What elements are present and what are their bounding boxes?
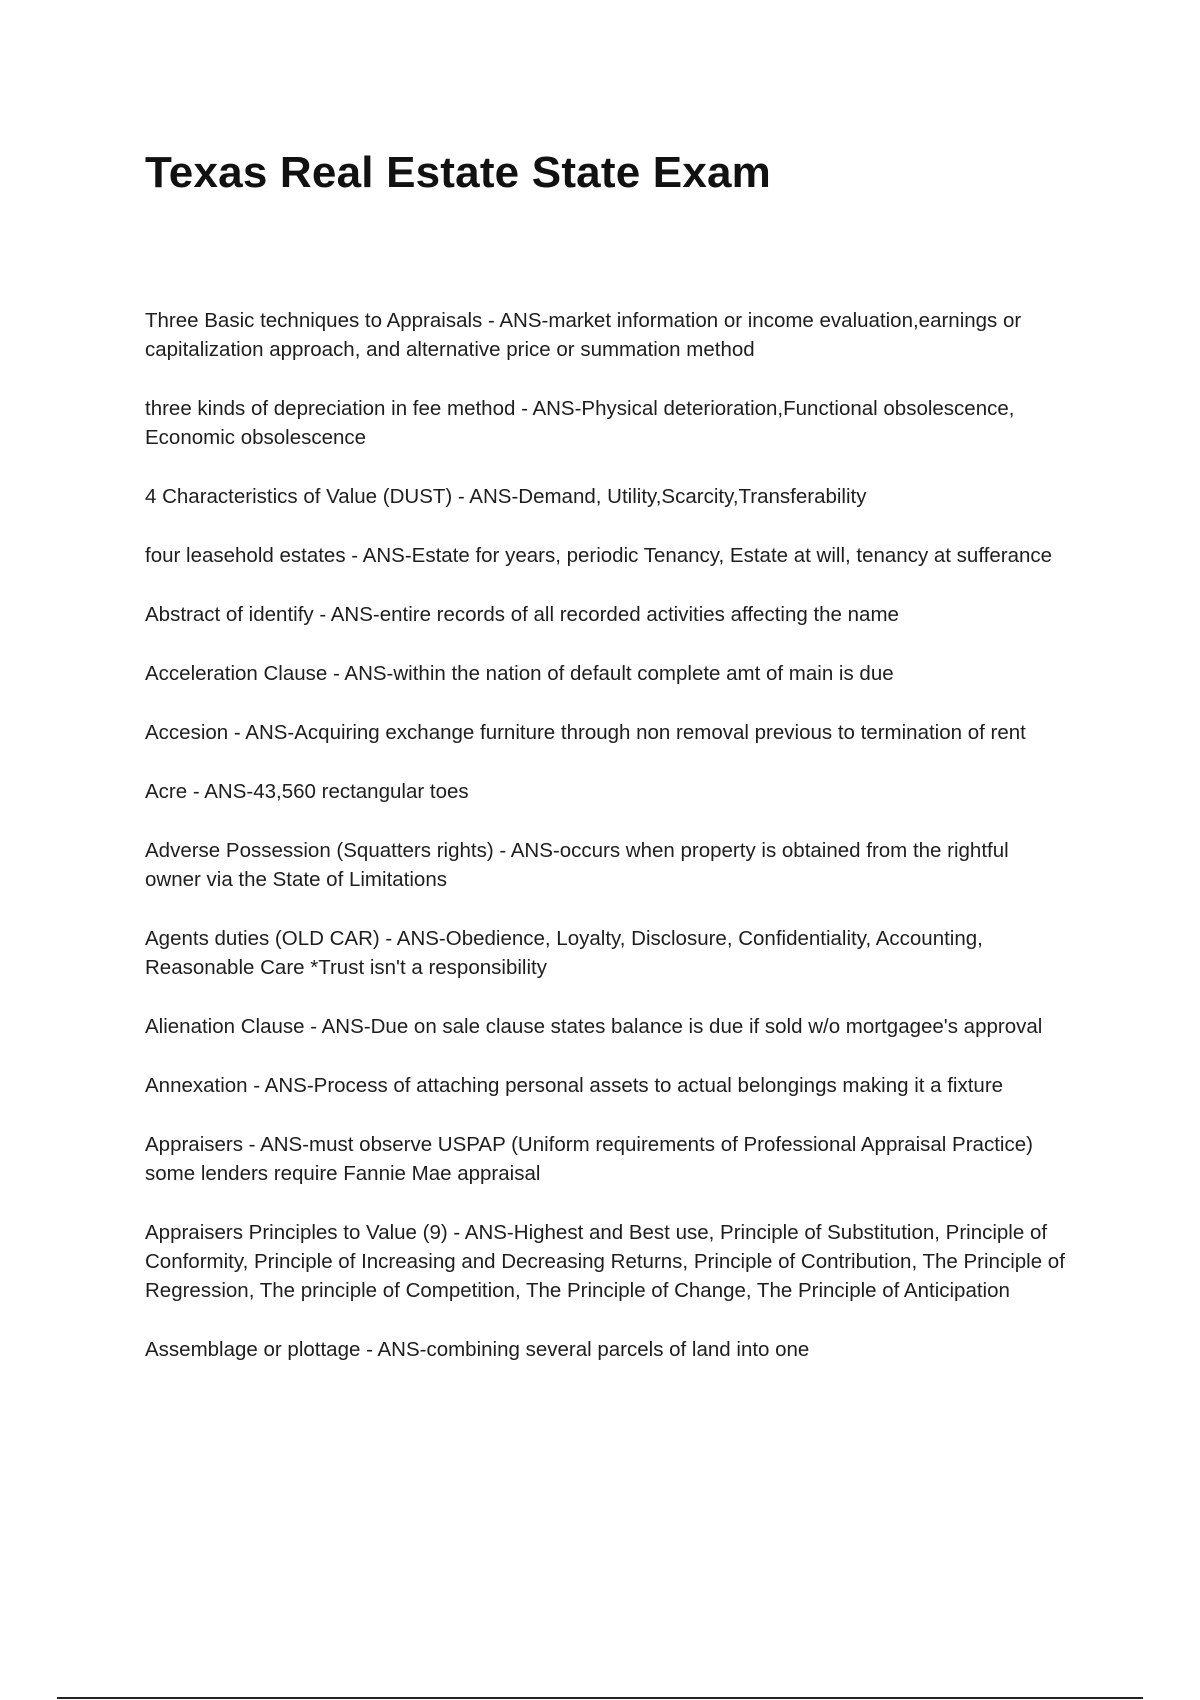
entry-acre: Acre - ANS-43,560 rectangular toes [145,780,469,803]
page-title: Texas Real Estate State Exam [145,148,772,197]
entry-appraisers: Appraisers - ANS-must observe USPAP (Uniform requirements of Professional Appraisal Practice) some lenders require Fannie Mae appraisal [145,1133,1033,1185]
entry-acceleration-clause: Acceleration Clause - ANS-within the nation of default complete amt of main is due [145,662,894,685]
entry-characteristics-of-value: 4 Characteristics of Value (DUST) - ANS-Demand, Utility,Scarcity,Transferability [145,485,867,508]
entry-adverse-possession: Adverse Possession (Squatters rights) - ANS-occurs when property is obtained from the rightful owner via the State of Limitations [145,839,1009,891]
entry-leasehold-estates: four leasehold estates - ANS-Estate for years, periodic Tenancy, Estate at will, tenancy at sufferance [145,544,1053,567]
entry-alienation-clause: Alienation Clause - ANS-Due on sale clause states balance is due if sold w/o mortgagee's approval [145,1015,1043,1038]
entry-assemblage: Assemblage or plottage - ANS-combining several parcels of land into one [145,1338,810,1361]
footer-divider [57,1697,1143,1699]
entry-annexation: Annexation - ANS-Process of attaching personal assets to actual belongings making it a fixture [145,1074,1004,1097]
entry-accesion: Accesion - ANS-Acquiring exchange furniture through non removal previous to termination of rent [145,721,1026,744]
entry-list [145,306,1070,1394]
entry-agents-duties: Agents duties (OLD CAR) - ANS-Obedience, Loyalty, Disclosure, Confidentiality, Accounting, Reasonable Care *Trust isn't a responsibility [145,927,983,979]
entry-appraisers-principles: Appraisers Principles to Value (9) - ANS-Highest and Best use, Principle of Substitution, Principle of Conformity, Principle of Increasing and Decreasing Returns, Principle of Contribution, The Principle of Regression, The principle of Competition, The Principle of Change, The Principle of Anticipation [145,1221,1065,1302]
entry-abstract-of-identify: Abstract of identify - ANS-entire records of all recorded activities affecting the name [145,603,899,626]
entry-three-basic-techniques: Three Basic techniques to Appraisals - ANS-market information or income evaluation,earnings or capitalization approach, and alternative price or summation method [145,309,1022,361]
entry-depreciation-kinds: three kinds of depreciation in fee method - ANS-Physical deterioration,Functional obsolescence, Economic obsolescence [145,397,1015,449]
